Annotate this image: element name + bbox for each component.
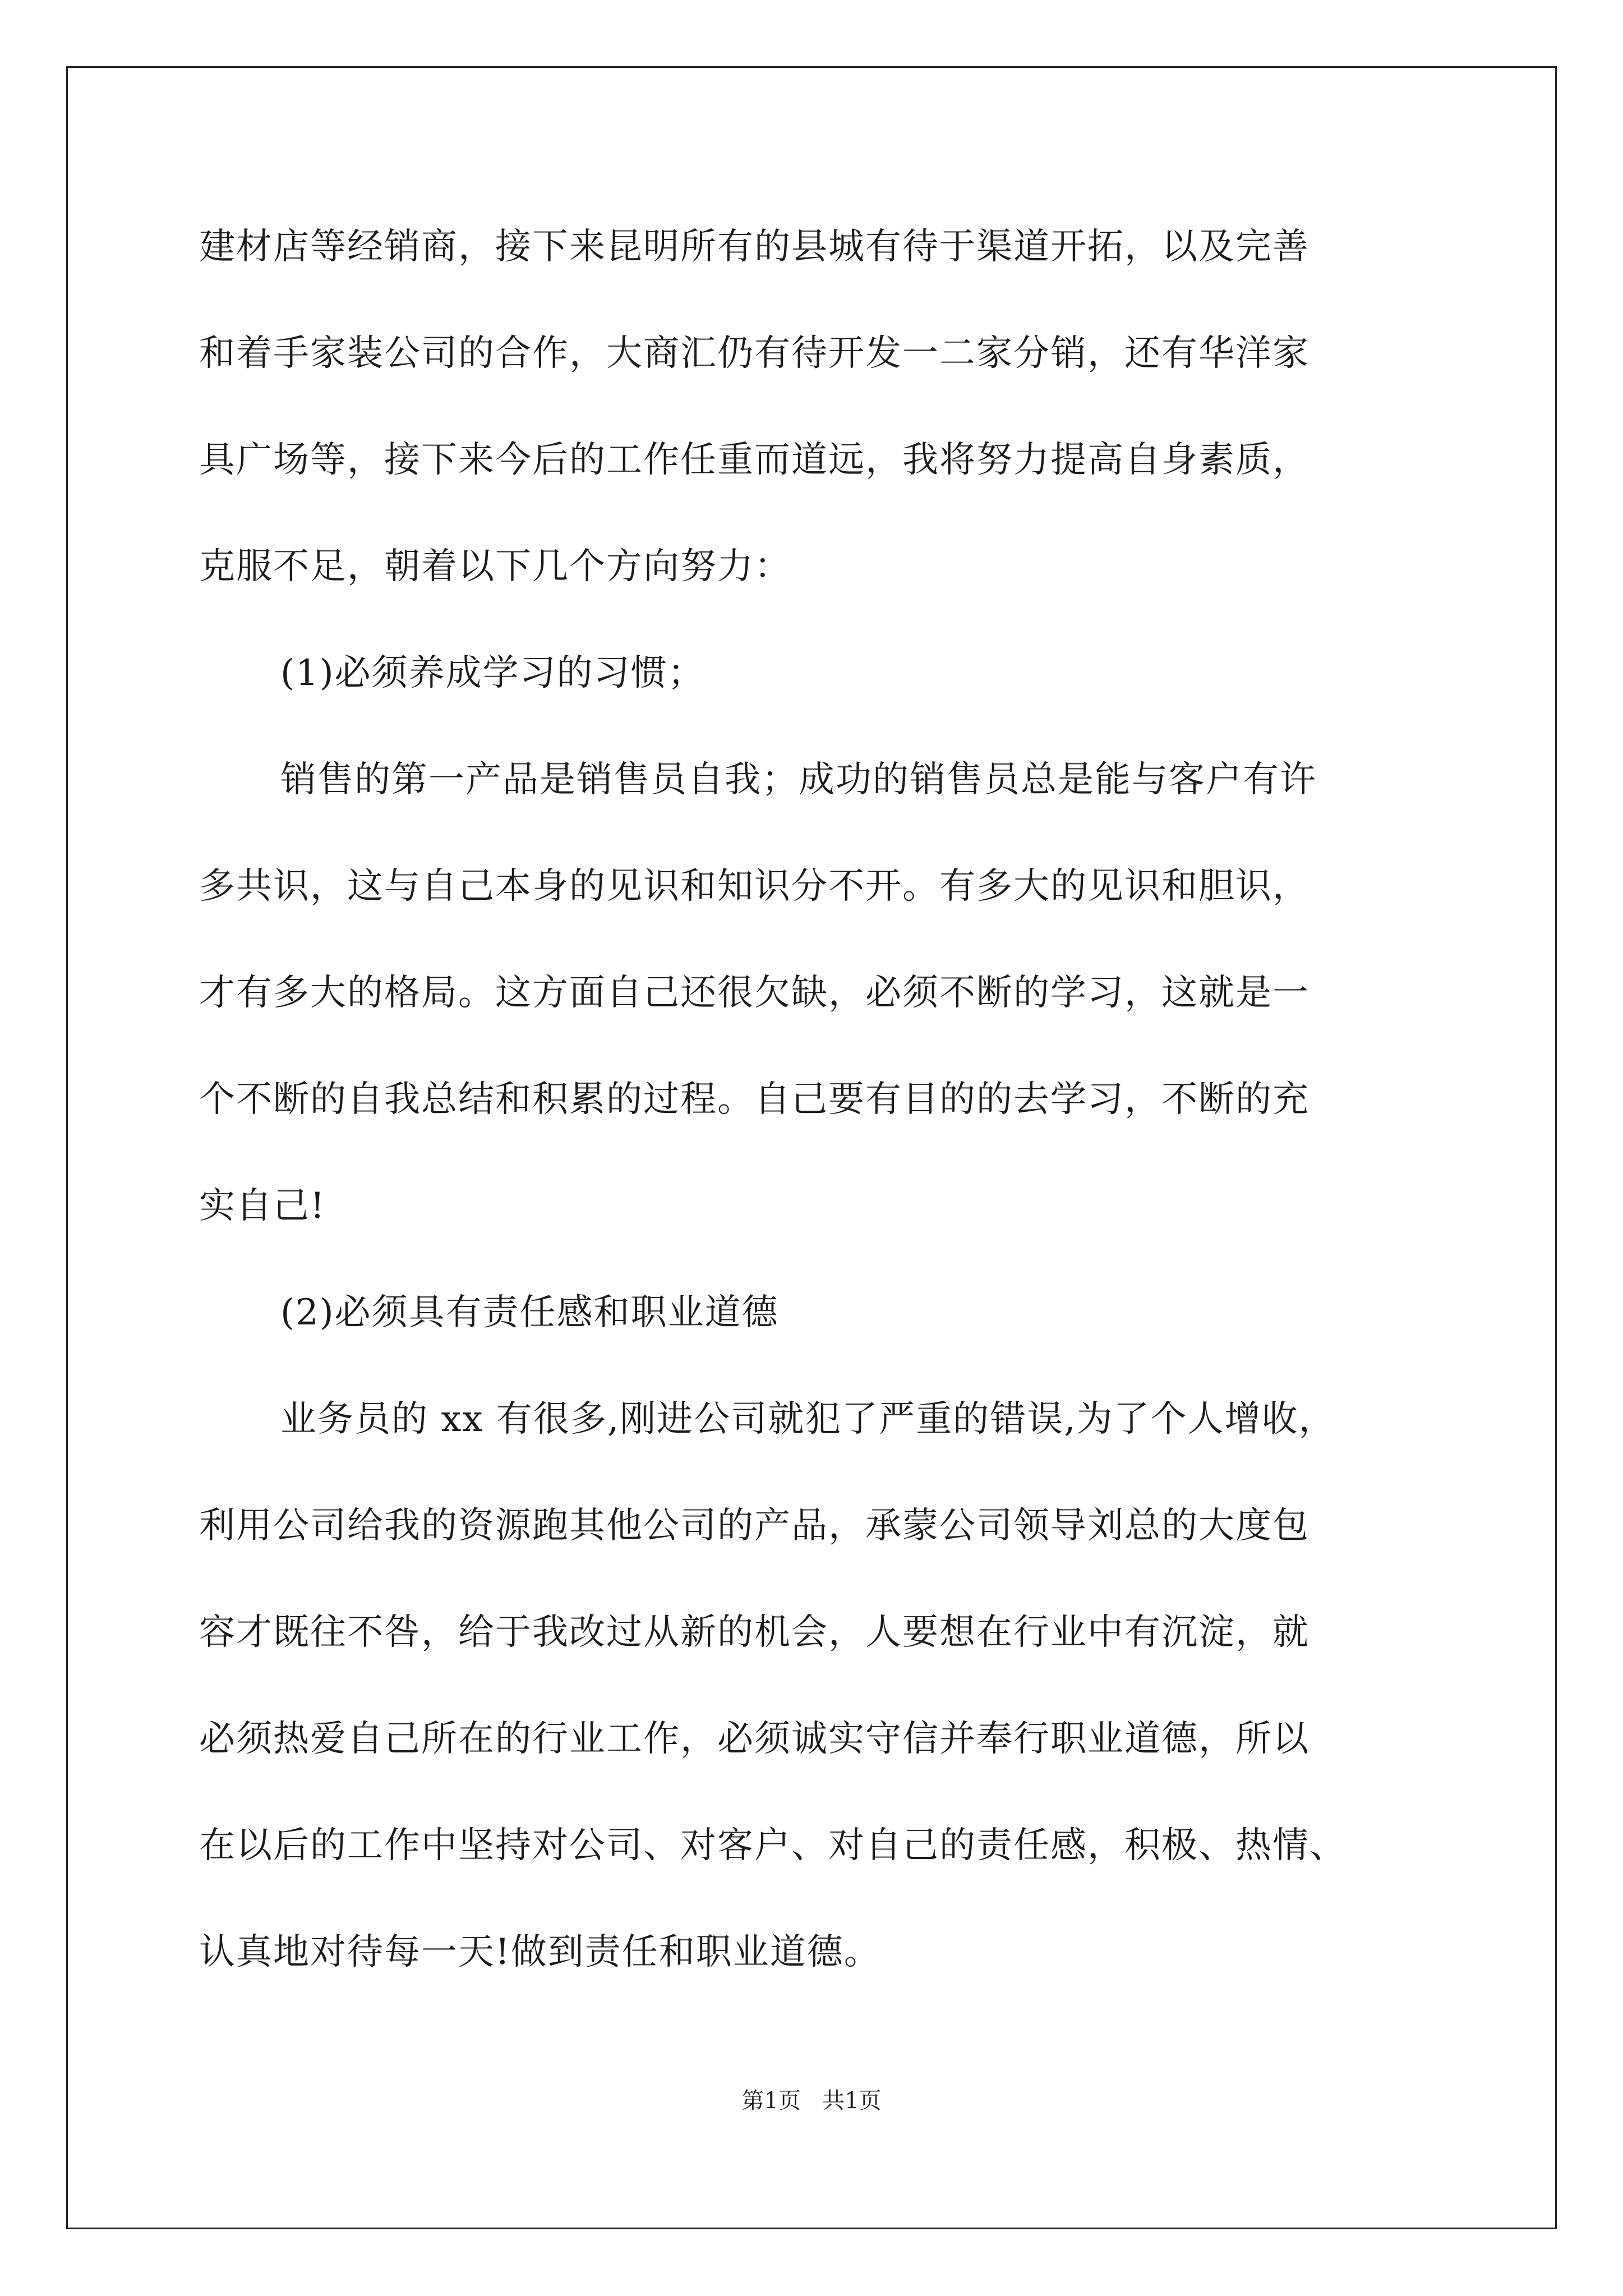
list-heading-1: (1)必须养成学习的习惯； bbox=[280, 652, 705, 694]
list-heading-2: (2)必须具有责任感和职业道德 bbox=[280, 1292, 779, 1333]
text-line-3: 具广场等，接下来今后的工作任重而道远，我将努力提高自身素质， bbox=[199, 439, 1310, 481]
text-line-17: 认真地对待每一天!做到责任和职业道德。 bbox=[199, 1931, 881, 1973]
text-line-9: 个不断的自我总结和积累的过程。自己要有目的的去学习，不断的充 bbox=[199, 1079, 1310, 1120]
text-line-12: 业务员的 xx 有很多,刚进公司就犯了严重的错误,为了个人增收， bbox=[280, 1398, 1336, 1440]
text-line-4: 克服不足，朝着以下几个方向努力： bbox=[199, 546, 791, 587]
text-line-6: 销售的第一产品是销售员自我；成功的销售员总是能与客户有许 bbox=[280, 759, 1317, 800]
page-border bbox=[66, 66, 1557, 2229]
text-line-16: 在以后的工作中坚持对公司、对客户、对自己的责任感，积极、热情、 bbox=[199, 1825, 1347, 1866]
text-line-14: 容才既往不咎，给于我改过从新的机会，人要想在行业中有沉淀，就 bbox=[199, 1612, 1310, 1653]
text-line-13: 利用公司给我的资源跑其他公司的产品，承蒙公司领导刘总的大度包 bbox=[199, 1505, 1310, 1547]
text-line-15: 必须热爱自己所在的行业工作，必须诚实守信并奉行职业道德，所以 bbox=[199, 1718, 1310, 1760]
text-line-2: 和着手家装公司的合作，大商汇仍有待开发一二家分销，还有华洋家 bbox=[199, 333, 1310, 374]
page-footer: 第1页 共1页 bbox=[741, 2088, 882, 2114]
text-line-10: 实自己! bbox=[199, 1185, 326, 1227]
text-line-7: 多共识，这与自己本身的见识和知识分不开。有多大的见识和胆识， bbox=[199, 866, 1310, 907]
text-line-1: 建材店等经销商，接下来昆明所有的县城有待于渠道开拓，以及完善 bbox=[199, 226, 1310, 268]
text-line-8: 才有多大的格局。这方面自己还很欠缺，必须不断的学习，这就是一 bbox=[199, 972, 1310, 1014]
